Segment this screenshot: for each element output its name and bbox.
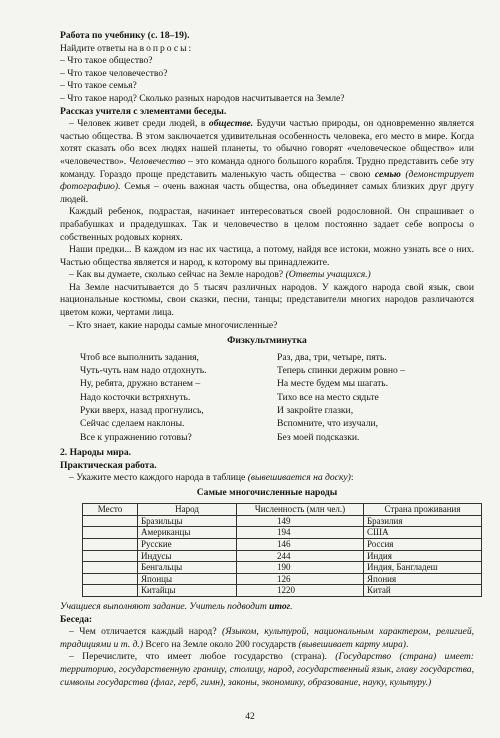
header-population: Численность (млн чел.) xyxy=(237,504,364,516)
emphasis-chelovechestvo: Человечество xyxy=(128,155,186,167)
section-title-story: Рассказ учителя с элементами беседы. xyxy=(60,105,227,117)
cell-population: 1220 xyxy=(237,585,364,597)
text-run: Учащиеся выполняют задание. Учитель подводит xyxy=(60,601,270,613)
poem-line: И закройте глазки, xyxy=(277,405,354,417)
story-paragraph-5: На Земле насчитывается до 5 тысяч различных народов. У каждого народа свой язык, свои национальные костюмы, свои сказки, песни, танцы; представители многих народов различаются цветом кожи, чертами лица. xyxy=(60,281,474,319)
section-title-textbook: Работа по учебнику (с. 18–19). xyxy=(60,30,190,41)
cell-country: Китай xyxy=(364,585,482,597)
students-note xyxy=(60,601,474,614)
cell-people: Китайцы xyxy=(138,585,237,597)
emphasis-itog: итог xyxy=(269,601,291,613)
emphasis-semya: семью xyxy=(374,168,401,180)
cell-place xyxy=(83,515,138,527)
poem-right-column xyxy=(277,351,474,444)
table-header-row xyxy=(83,504,482,516)
practical-work-title: Практическая работа. xyxy=(60,459,157,471)
table-row xyxy=(83,573,482,585)
story-paragraph-6: – Кто знает, какие народы самые многочисленные? xyxy=(69,319,278,331)
stage-direction: (вывешивает карту мира) xyxy=(298,638,406,650)
cell-people: Бразильцы xyxy=(138,515,237,527)
cell-place xyxy=(83,539,138,551)
table-row xyxy=(83,515,482,527)
text-run: – это команда одного большого корабля. Трудно представить себе эту команду. Гораздо проще представить маленькую часть общества – свою xyxy=(60,155,474,180)
question-item: – Что такое человечество? xyxy=(60,67,168,79)
text-run: Будучи частью природы, он одновременно является частью общества. В этом заключается удивительная особенность человека, его место в мире. Когда хотят сказать обо всех людях нашей планеты, то обычно говорят «человеческое общество» или «человечество». xyxy=(60,118,474,167)
table-title: Самые многочисленные народы xyxy=(196,486,338,498)
poem-line: Тихо все на место сядьте xyxy=(277,391,379,403)
table-row xyxy=(83,562,482,574)
fizminutka-title: Физкультминутка xyxy=(227,335,307,347)
table-row xyxy=(83,585,482,597)
story-paragraph-2: Каждый ребенок, подрастая, начинает интересоваться своей родословной. Он спрашивает о прабабушках и прадедушках. Так и человечество в целом постоянно задает себе вопросы о собственных родовых корнях. xyxy=(60,206,474,243)
header-country: Страна проживания xyxy=(364,504,482,516)
cell-country: Россия xyxy=(364,539,482,551)
story-paragraph-3: Наши предки... В каждом из нас их частица, а потому, найдя все истоки, можно узнать все о них. Частью общества является и народ, к которому вы принадлежите. xyxy=(60,244,474,268)
cell-country: Бразилия xyxy=(364,515,482,527)
cell-people: Бенгальцы xyxy=(138,562,237,574)
poem-line: Сейчас сделаем наклоны. xyxy=(80,418,185,430)
stage-direction: (Ответы учащихся.) xyxy=(285,269,371,281)
poem-line: Вспомните, что изучали, xyxy=(277,418,379,430)
header-place: Место xyxy=(83,504,138,516)
poem-line: Теперь спинки держим ровно – xyxy=(277,365,405,377)
cell-country: Япония xyxy=(364,573,482,585)
poem-line: Ну, ребята, дружно встанем – xyxy=(80,378,201,390)
cell-people: Индусы xyxy=(138,550,237,562)
header-people: Народ xyxy=(138,504,237,516)
peoples-table xyxy=(82,503,482,597)
poem-left-column xyxy=(80,351,277,444)
cell-place xyxy=(83,585,138,597)
cell-place xyxy=(83,573,138,585)
fizminutka-poem xyxy=(80,351,474,444)
question-item: – Что такое общество? xyxy=(60,55,153,67)
beseda-title: Беседа: xyxy=(60,613,93,625)
cell-population: 190 xyxy=(237,562,364,574)
cell-place xyxy=(83,550,138,562)
text-run: Всего на Земле около 200 государств xyxy=(143,638,299,650)
cell-population: 194 xyxy=(237,527,364,539)
cell-country: Индия, Бангладеш xyxy=(364,562,482,574)
text-run: – Чем отличается каждый народ? xyxy=(69,626,222,638)
cell-country: США xyxy=(364,527,482,539)
cell-population: 149 xyxy=(237,515,364,527)
text-run: : xyxy=(350,472,354,484)
poem-line: Чуть-чуть нам надо отдохнуть. xyxy=(80,365,207,377)
answer-hint: (Языком, культурой, национальным характером, религией, традициями и т. д.) xyxy=(60,626,475,650)
text-run: . xyxy=(405,638,409,650)
text-run: . xyxy=(290,601,293,613)
text-run: – Укажите место каждого народа в таблице xyxy=(69,472,248,484)
text-run: – Как вы думаете, сколько сейчас на Земле народов? xyxy=(69,269,286,281)
emphasis-obshchestvo: обществе. xyxy=(208,118,254,130)
cell-people: Русские xyxy=(138,539,237,551)
text-run: – Перечислите, что имеет любое государство (страна). xyxy=(69,651,336,663)
find-prefix: Найдите ответы на xyxy=(60,42,140,54)
story-paragraph-4 xyxy=(60,269,474,282)
section-title-peoples: 2. Народы мира. xyxy=(60,446,132,458)
poem-line: Без моей подсказки. xyxy=(277,431,360,443)
table-task xyxy=(60,472,474,485)
find-word: вопросы xyxy=(139,42,189,54)
table-row xyxy=(83,527,482,539)
table-body xyxy=(83,515,482,596)
cell-place xyxy=(83,527,138,539)
text-run: – Человек живет среди людей, в xyxy=(69,118,209,130)
cell-population: 126 xyxy=(237,573,364,585)
cell-place xyxy=(83,562,138,574)
stage-direction: (демонстрирует фотографию). xyxy=(60,168,474,193)
cell-population: 146 xyxy=(237,539,364,551)
table-row xyxy=(83,550,482,562)
poem-line: Раз, два, три, четыре, пять. xyxy=(277,351,387,363)
poem-line: Все к упражнению готовы? xyxy=(80,431,192,443)
cell-population: 244 xyxy=(237,550,364,562)
cell-people: Американцы xyxy=(138,527,237,539)
answer-hint: (Государство (страна) имеет: территорию, государственную границу, столицу, народ, государственный язык, главу государства, символы государства (флаг, герб, гимн), законы, экономику, образование, науку, культуру.) xyxy=(60,651,474,688)
poem-line: Руки вверх, назад прогнулись, xyxy=(80,405,204,417)
stage-direction: (вывешивается на доску) xyxy=(247,472,351,484)
beseda-question-2 xyxy=(60,651,474,689)
cell-people: Японцы xyxy=(138,573,237,585)
story-paragraph-1 xyxy=(60,118,474,206)
text-run: Семья – очень важная часть общества, она объединяет самых близких друг другу людей. xyxy=(60,181,474,205)
beseda-question-1 xyxy=(60,626,474,651)
find-suffix: : xyxy=(188,42,192,54)
poem-line: Надо косточки встряхнуть. xyxy=(80,391,191,403)
table-row xyxy=(83,539,482,551)
question-item: – Что такое народ? Сколько разных народов насчитывается на Земле? xyxy=(60,92,345,104)
page-number: 42 xyxy=(245,711,255,722)
find-answers-line xyxy=(60,43,474,56)
poem-line: Чтоб все выполнить задания, xyxy=(80,351,199,363)
poem-line: На месте будем мы шагать. xyxy=(277,378,389,390)
cell-country: Индия xyxy=(364,550,482,562)
question-item: – Что такое семья? xyxy=(60,80,137,92)
